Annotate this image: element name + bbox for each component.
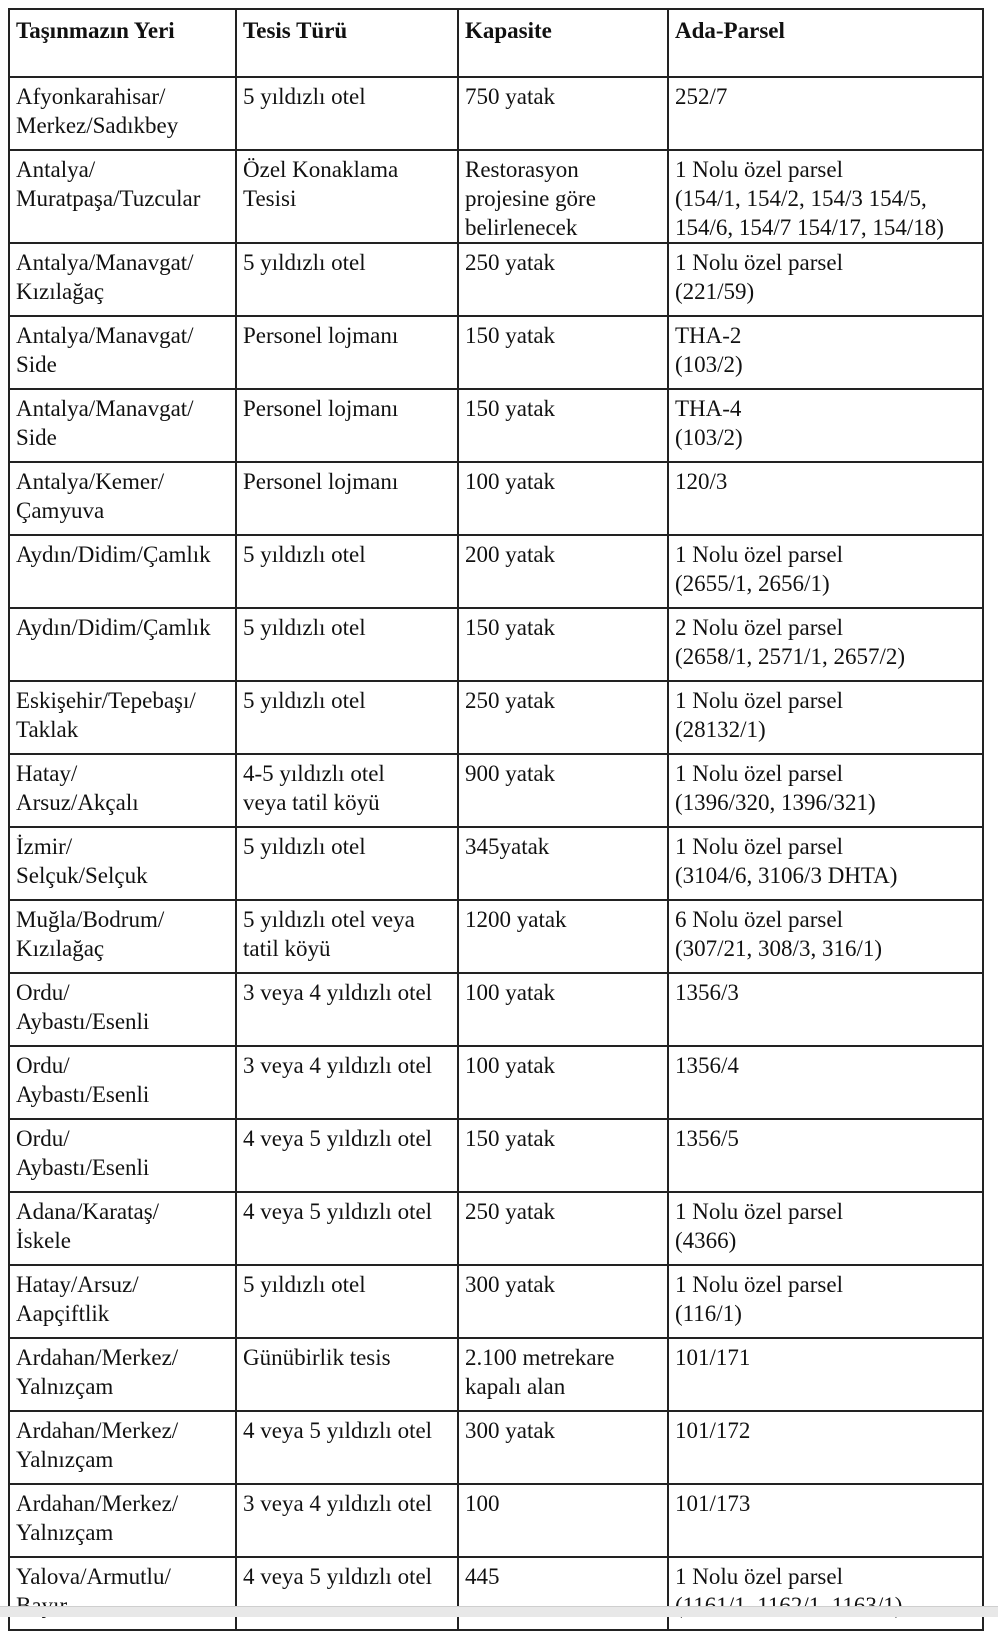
cell-facility-type: 5 yıldızlı otel <box>236 827 458 900</box>
cell-capacity: 100 <box>458 1484 668 1557</box>
cell-location: Antalya/Manavgat/ Side <box>9 316 236 389</box>
header-block-parcel: Ada-Parsel <box>668 9 983 77</box>
table-row <box>9 462 983 535</box>
cell-location: Ordu/ Aybastı/Esenli <box>9 973 236 1046</box>
cell-block-parcel: 1 Nolu özel parsel (116/1) <box>668 1265 983 1338</box>
cell-block-parcel: 101/173 <box>668 1484 983 1557</box>
cell-block-parcel: 1 Nolu özel parsel <box>668 1557 983 1630</box>
cell-block-parcel: 1 Nolu özel parsel (28132/1) <box>668 681 983 754</box>
cell-block-parcel: 101/172 <box>668 1411 983 1484</box>
cell-capacity: 750 yatak <box>458 77 668 150</box>
cell-facility-type: 4 veya 5 yıldızlı otel <box>236 1411 458 1484</box>
cell-facility-type: 5 yıldızlı otel <box>236 243 458 316</box>
cell-facility-type: 5 yıldızlı otel <box>236 681 458 754</box>
cell-block-parcel: 1 Nolu özel parsel (2655/1, 2656/1) <box>668 535 983 608</box>
cell-facility-type: Personel lojmanı <box>236 462 458 535</box>
table-row <box>9 1411 983 1484</box>
cell-capacity: 300 yatak <box>458 1265 668 1338</box>
cell-block-parcel: 1356/3 <box>668 973 983 1046</box>
cell-facility-type: 5 yıldızlı otel <box>236 77 458 150</box>
cell-location: Aydın/Didim/Çamlık <box>9 608 236 681</box>
table-row <box>9 77 983 150</box>
cell-facility-type: Günübirlik tesis <box>236 1338 458 1411</box>
table-row <box>9 900 983 973</box>
cell-location: Aydın/Didim/Çamlık <box>9 535 236 608</box>
cell-facility-type: 3 veya 4 yıldızlı otel <box>236 1484 458 1557</box>
cell-facility-type: 5 yıldızlı otel <box>236 608 458 681</box>
cell-capacity: 150 yatak <box>458 389 668 462</box>
cell-facility-type: 5 yıldızlı otel veya tatil köyü <box>236 900 458 973</box>
cell-facility-type: 3 veya 4 yıldızlı otel <box>236 973 458 1046</box>
cell-capacity: 900 yatak <box>458 754 668 827</box>
cell-location: Antalya/Kemer/ Çamyuva <box>9 462 236 535</box>
cell-facility-type: Personel lojmanı <box>236 389 458 462</box>
cell-location: Eskişehir/Tepebaşı/ Taklak <box>9 681 236 754</box>
cell-block-parcel: 1356/4 <box>668 1046 983 1119</box>
cell-capacity: 445 <box>458 1557 668 1630</box>
cell-capacity: 250 yatak <box>458 243 668 316</box>
table-row <box>9 973 983 1046</box>
cell-capacity: 250 yatak <box>458 1192 668 1265</box>
cell-location: Ordu/ Aybastı/Esenli <box>9 1119 236 1192</box>
page-bottom-edge <box>0 1606 998 1617</box>
table-row <box>9 1338 983 1411</box>
table-row <box>9 1119 983 1192</box>
cell-block-parcel: THA-4 (103/2) <box>668 389 983 462</box>
cell-capacity: 100 yatak <box>458 1046 668 1119</box>
cell-block-parcel: 1 Nolu özel parsel (4366) <box>668 1192 983 1265</box>
cell-location: Antalya/Manavgat/ Kızılağaç <box>9 243 236 316</box>
cell-location: Muğla/Bodrum/ Kızılağaç <box>9 900 236 973</box>
cell-block-parcel: 120/3 <box>668 462 983 535</box>
cell-location: Hatay/Arsuz/ Aapçiftlik <box>9 1265 236 1338</box>
cell-block-parcel: 1356/5 <box>668 1119 983 1192</box>
cell-location: Ardahan/Merkez/ Yalnızçam <box>9 1338 236 1411</box>
cell-capacity: Restorasyon projesine göre belirlenecek <box>458 150 668 243</box>
table-header <box>9 9 983 77</box>
table-row <box>9 243 983 316</box>
cell-capacity: 150 yatak <box>458 316 668 389</box>
cell-facility-type: Özel Konaklama Tesisi <box>236 150 458 243</box>
header-location: Taşınmazın Yeri <box>9 9 236 77</box>
cell-facility-type: 4 veya 5 yıldızlı otel <box>236 1119 458 1192</box>
table-row <box>9 827 983 900</box>
cell-block-parcel: THA-2 (103/2) <box>668 316 983 389</box>
table-row <box>9 1484 983 1557</box>
cell-capacity: 250 yatak <box>458 681 668 754</box>
header-facility-type: Tesis Türü <box>236 9 458 77</box>
cell-capacity: 345yatak <box>458 827 668 900</box>
cell-block-parcel: 1 Nolu özel parsel (1396/320, 1396/321) <box>668 754 983 827</box>
cell-block-parcel: 2 Nolu özel parsel (2658/1, 2571/1, 2657/2) <box>668 608 983 681</box>
cell-block-parcel: 1 Nolu özel parsel (3104/6, 3106/3 DHTA) <box>668 827 983 900</box>
cell-block-parcel: 101/171 <box>668 1338 983 1411</box>
cell-block-parcel: 6 Nolu özel parsel (307/21, 308/3, 316/1) <box>668 900 983 973</box>
cell-facility-type: 3 veya 4 yıldızlı otel <box>236 1046 458 1119</box>
cell-facility-type: 5 yıldızlı otel <box>236 535 458 608</box>
table-row <box>9 754 983 827</box>
table-row <box>9 535 983 608</box>
table-row <box>9 150 983 243</box>
cell-block-parcel: 1 Nolu özel parsel (154/1, 154/2, 154/3 154/5, 154/6, 154/7 154/17, 154/18) <box>668 150 983 243</box>
table-row <box>9 681 983 754</box>
cell-location: Ardahan/Merkez/ Yalnızçam <box>9 1484 236 1557</box>
cell-location: Antalya/ Muratpaşa/Tuzcular <box>9 150 236 243</box>
cell-facility-type: 4 veya 5 yıldızlı otel <box>236 1557 458 1630</box>
table-row <box>9 1557 983 1630</box>
table-body <box>9 77 983 1630</box>
table-row <box>9 1046 983 1119</box>
cell-capacity: 1200 yatak <box>458 900 668 973</box>
cell-capacity: 300 yatak <box>458 1411 668 1484</box>
table-row <box>9 389 983 462</box>
cell-capacity: 100 yatak <box>458 462 668 535</box>
table-row <box>9 608 983 681</box>
cell-capacity: 150 yatak <box>458 608 668 681</box>
cell-capacity: 200 yatak <box>458 535 668 608</box>
cell-location: Adana/Karataş/ İskele <box>9 1192 236 1265</box>
cell-facility-type: 5 yıldızlı otel <box>236 1265 458 1338</box>
cell-capacity: 100 yatak <box>458 973 668 1046</box>
cell-location: Antalya/Manavgat/ Side <box>9 389 236 462</box>
cell-facility-type: 4 veya 5 yıldızlı otel <box>236 1192 458 1265</box>
cell-location: İzmir/ Selçuk/Selçuk <box>9 827 236 900</box>
cell-location: Ardahan/Merkez/ Yalnızçam <box>9 1411 236 1484</box>
table-row <box>9 1265 983 1338</box>
cell-location: Afyonkarahisar/ Merkez/Sadıkbey <box>9 77 236 150</box>
cell-block-parcel: 1 Nolu özel parsel (221/59) <box>668 243 983 316</box>
cell-facility-type: Personel lojmanı <box>236 316 458 389</box>
cell-capacity: 150 yatak <box>458 1119 668 1192</box>
header-capacity: Kapasite <box>458 9 668 77</box>
cell-block-parcel: 252/7 <box>668 77 983 150</box>
facility-table <box>8 8 984 1631</box>
cell-capacity: 2.100 metrekare kapalı alan <box>458 1338 668 1411</box>
table-row <box>9 1192 983 1265</box>
header-row <box>9 9 983 77</box>
cell-location: Yalova/Armutlu/ <box>9 1557 236 1630</box>
table-row <box>9 316 983 389</box>
cell-facility-type: 4-5 yıldızlı otel veya tatil köyü <box>236 754 458 827</box>
cell-location: Hatay/ Arsuz/Akçalı <box>9 754 236 827</box>
cell-location: Ordu/ Aybastı/Esenli <box>9 1046 236 1119</box>
